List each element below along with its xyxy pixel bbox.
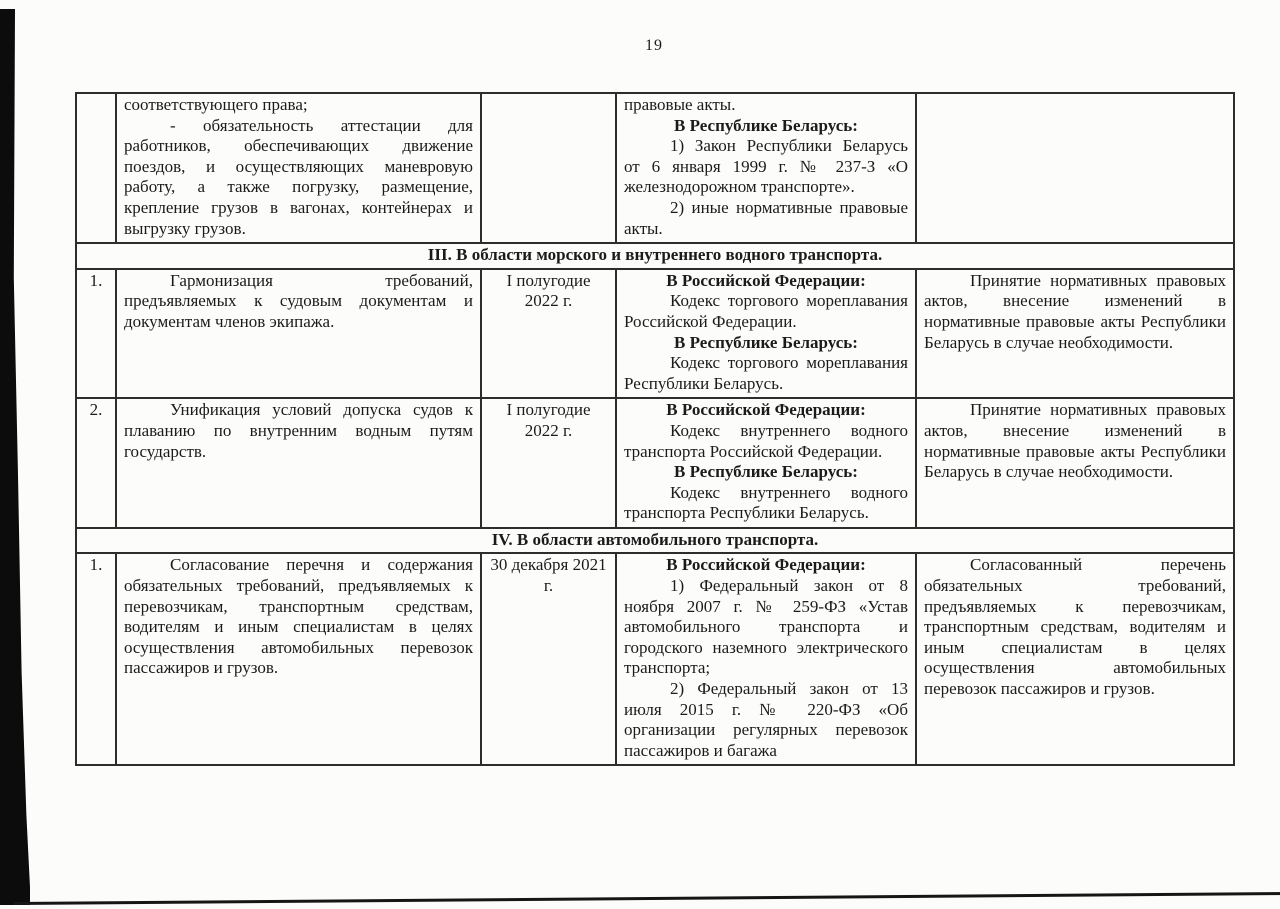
legal-text: Кодекс торгового мореплавания Российской Федерации. [624,291,908,331]
cell-result [916,269,1234,399]
country-heading: В Российской Федерации: [666,270,866,290]
cell-number: 2. [76,398,116,528]
cell-legal-basis [616,93,916,243]
cell-result [916,398,1234,528]
country-heading: В Республике Беларусь: [674,332,858,352]
result-text: Принятие нормативных правовых актов, внесение изменений в нормативные правовые акты Республики Беларусь в случае необходимости. [924,270,1226,352]
cell-activity [116,553,481,765]
cell-number: 1. [76,553,116,765]
legal-text: 2) Федеральный закон от 13 июля 2015 г. № 220-ФЗ «Об организации регулярных перевозок пассажиров и багажа [624,679,908,760]
activity-text: - обязательность аттестации для работников, обеспечивающих движение поездов, и осуществляющих маневровую работу, а также погрузку, размещение, крепление грузов в вагонах, контейнерах и выгрузку грузов. [124,115,473,238]
country-heading: В Республике Беларусь: [674,462,858,482]
section-title: III. В области морского и внутреннего водного транспорта. [76,243,1234,269]
legal-text: Кодекс торгового мореплавания Республики Беларусь. [624,353,908,393]
cell-result [916,553,1234,765]
section-header-iii [76,243,1234,269]
section-title: IV. В области автомобильного транспорта. [76,528,1234,554]
cell-legal-basis [616,269,916,399]
cell-legal-basis [616,398,916,528]
scan-edge-line [14,892,1280,905]
legal-text: 2) иные нормативные правовые акты. [624,197,908,238]
cell-activity [116,93,481,243]
activity-text: соответствующего права; [124,95,308,114]
cell-activity [116,398,481,528]
section-header-iv [76,528,1234,554]
cell-deadline: 30 декабря 2021 г. [481,553,616,765]
scan-edge-bar [0,9,30,905]
cell-deadline: I полугодие 2022 г. [481,398,616,528]
cell-deadline: I полугодие 2022 г. [481,269,616,399]
result-text: Согласованный перечень обязательных требований, предъявляемых к перевозчикам, транспортным средствам, водителям и иным специалистам в целях осуществления автомобильных перевозок пассажиров и грузов. [924,555,1226,699]
cell-deadline [481,93,616,243]
table-row [76,398,1234,528]
legal-text: 1) Закон Республики Беларусь от 6 января 1999 г. № 237-З «О железнодорожном транспорте». [624,136,908,197]
legal-text: 1) Федеральный закон от 8 ноября 2007 г. № 259-ФЗ «Устав автомобильного транспорта и городского наземного электрического транспорта; [624,576,908,678]
page-number: 19 [645,37,663,54]
activity-text: Согласование перечня и содержания обязательных требований, предъявляемых к перевозчикам, транспортным средствам, водителям и иным специалистам в целях осуществления автомобильных перевозок пассажиров и грузов. [124,555,473,678]
cell-number: 1. [76,269,116,399]
cell-result [916,93,1234,243]
country-heading: В Российской Федерации: [666,400,866,420]
result-text: Принятие нормативных правовых актов, внесение изменений в нормативные правовые акты Республики Беларусь в случае необходимости. [924,400,1226,482]
country-heading: В Республике Беларусь: [674,115,858,135]
activity-text: Унификация условий допуска судов к плаванию по внутренним водным путям государств. [124,400,473,461]
legal-text: правовые акты. [624,95,736,114]
country-heading: В Российской Федерации: [666,555,866,575]
legal-text: Кодекс внутреннего водного транспорта Российской Федерации. [624,420,908,461]
activity-text: Гармонизация требований, предъявляемых к судовым документам и документам членов экипажа. [124,270,473,331]
cell-activity [116,269,481,399]
cell-number [76,93,116,243]
plan-table [75,92,1235,766]
table-row [76,553,1234,765]
table-row-continuation [76,93,1234,243]
cell-legal-basis [616,553,916,765]
table-row [76,269,1234,399]
legal-text: Кодекс внутреннего водного транспорта Республики Беларусь. [624,482,908,523]
